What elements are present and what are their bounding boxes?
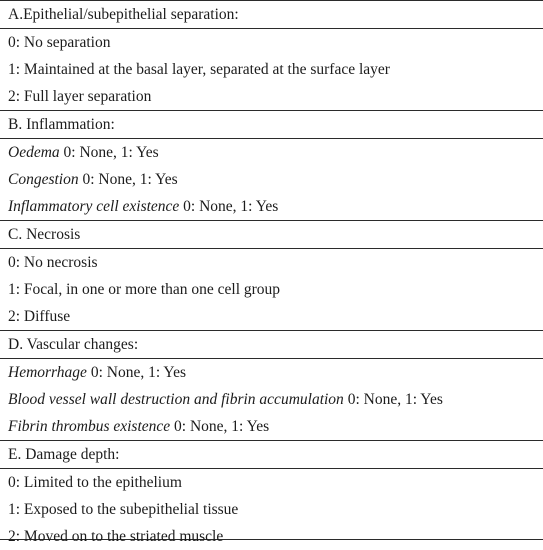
table-row (0, 303, 543, 330)
section-heading: E. Damage depth: (0, 441, 543, 469)
table-row (0, 469, 543, 496)
section-epithelial-separation (0, 1, 543, 111)
table-row (0, 56, 543, 83)
row-text: 1: Focal, in one or more than one cell group (8, 281, 281, 298)
row-text: 0: None, 1: Yes (59, 144, 159, 161)
table-row (0, 496, 543, 523)
section-damage-depth (0, 441, 543, 550)
row-text: 1: Maintained at the basal layer, separated at the surface layer (8, 61, 390, 78)
row-term: Congestion (8, 171, 79, 188)
row-term: Hemorrhage (8, 364, 87, 381)
row-term: Inflammatory cell existence (8, 198, 180, 215)
row-text: 0: None, 1: Yes (78, 171, 178, 188)
table-row (0, 249, 543, 276)
row-term: Blood vessel wall destruction and fibrin accumulation (8, 391, 344, 408)
row-text: 2: Moved on to the striated muscle (8, 528, 224, 545)
row-text: 0: None, 1: Yes (179, 198, 279, 215)
row-text: 1: Exposed to the subepithelial tissue (8, 501, 239, 518)
table-row (0, 276, 543, 303)
row-text: 2: Full layer separation (8, 88, 152, 105)
section-vascular-changes (0, 331, 543, 441)
table-row (0, 139, 543, 166)
section-heading: A.Epithelial/subepithelial separation: (0, 1, 543, 29)
section-inflammation (0, 111, 543, 221)
section-heading: B. Inflammation: (0, 111, 543, 139)
table-row (0, 166, 543, 193)
table-row (0, 359, 543, 386)
row-term: Oedema (8, 144, 60, 161)
table-row (0, 523, 543, 550)
table-row (0, 193, 543, 220)
table-row (0, 29, 543, 56)
row-text: 0: None, 1: Yes (86, 364, 186, 381)
table-row (0, 386, 543, 413)
row-text: 0: No necrosis (8, 254, 98, 271)
row-text: 0: None, 1: Yes (343, 391, 443, 408)
table-row (0, 83, 543, 110)
row-text: 0: None, 1: Yes (170, 418, 270, 435)
row-text: 0: Limited to the epithelium (8, 474, 182, 491)
section-heading: C. Necrosis (0, 221, 543, 249)
section-heading: D. Vascular changes: (0, 331, 543, 359)
table-row (0, 413, 543, 440)
row-text: 2: Diffuse (8, 308, 71, 325)
section-necrosis (0, 221, 543, 331)
row-term: Fibrin thrombus existence (8, 418, 171, 435)
row-text: 0: No separation (8, 34, 111, 51)
